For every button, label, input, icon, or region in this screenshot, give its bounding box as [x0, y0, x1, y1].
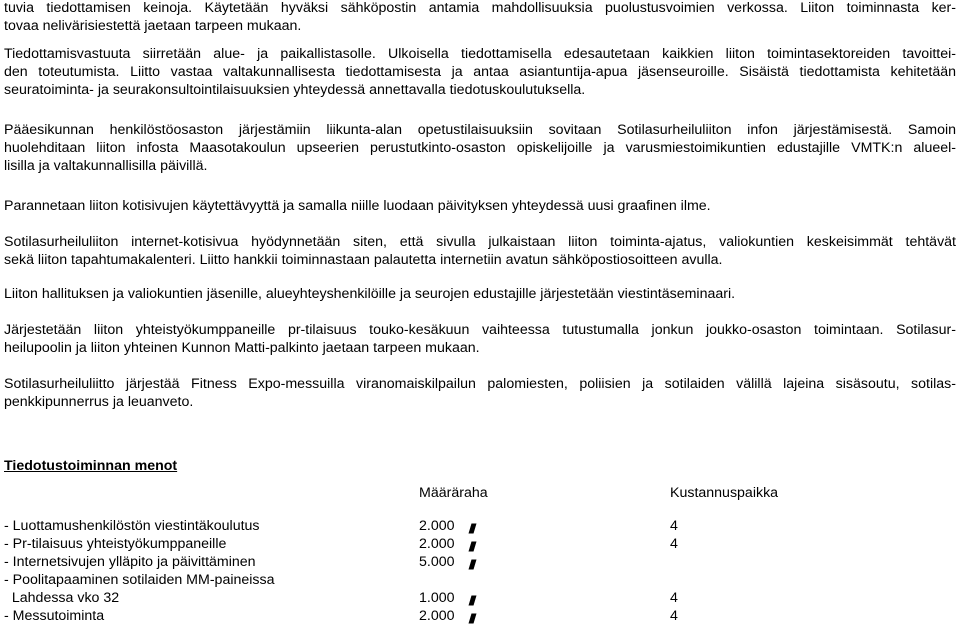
paragraph-line: den toteutumista. Liitto vastaa valtakunnallisesta tiedottamisesta ja antaa asiantuntija-apua jäsenseuroille. Sisäistä tiedottamista kehitetään: [4, 64, 956, 80]
expense-item: - Poolitapaaminen sotilaiden MM-paineissa: [4, 572, 275, 588]
paragraph-line: Tiedottamisvastuuta siirretään alue- ja paikallistasolle. Ulkoisella tiedottamisella edesautetaan kaikkien liiton toimintasektoreiden tavoittei-: [4, 46, 956, 62]
paragraph-line: Sotilasurheiluliitto järjestää Fitness Expo-messuilla viranomaiskilpailun palomiesten, poliisien ja sotilaiden välillä lajeina sisäsoutu, sotilas-: [4, 376, 956, 392]
paragraph: [4, 197, 956, 215]
expense-cost-center: 4: [670, 518, 678, 534]
expense-cost-center: 4: [670, 608, 678, 624]
expense-row: [4, 553, 956, 571]
section-heading: Tiedotustoiminnan menot: [4, 458, 178, 474]
paragraph-line: huolehditaan liiton infosta Maasotakoulun upseerien perustutkinto-osaston opiskelijoille ja varusmiestoimikuntien edustajille VMTK:n alueel-: [4, 140, 956, 156]
paragraph-line: Järjestetään liiton yhteistyökumppaneille pr-tilaisuus touko-kesäkuun vaihteessa tutustumalla jonkun joukko-osaston toimintaan. Sotilasur-: [4, 322, 956, 338]
paragraph-line: penkkipunnerrus ja leuanveto.: [4, 394, 194, 410]
expense-amount: 5.000: [419, 554, 455, 570]
paragraph-line: tovaa nelivärisiestettä jaetaan tarpeen mukaan.: [4, 18, 302, 34]
paragraph-line: Pääesikunnan henkilöstöosaston järjestämiin liikunta-alan opetustilaisuuksiin sovitaan Sotilasurheiluliiton infon järjestämisestä. Samoin: [4, 122, 956, 138]
expense-item: Lahdessa vko 32: [4, 590, 120, 606]
paragraph-line: Sotilasurheiluliiton internet-kotisivua hyödynnetään siten, että sivulla julkaistaan liiton toiminta-ajatus, valiokuntien keskeisimmät tehtävät: [4, 234, 956, 250]
expense-item: - Internetsivujen ylläpito ja päivittäminen: [4, 554, 256, 570]
paragraph: [4, 285, 956, 303]
expense-cost-center: 4: [670, 536, 678, 552]
expense-row: [4, 571, 956, 589]
paragraph: [4, 375, 956, 411]
paragraph: [4, 233, 956, 269]
expense-item: - Luottamushenkilöstön viestintäkoulutus: [4, 518, 260, 534]
currency-glyph-icon: [468, 539, 477, 549]
expense-row: [4, 607, 956, 625]
currency-glyph-icon: [468, 611, 477, 621]
expense-row: [4, 589, 956, 607]
expense-row: [4, 517, 956, 535]
expense-cost-center: 4: [670, 590, 678, 606]
paragraph-line: Liiton hallituksen ja valiokuntien jäsenille, alueyhteyshenkilöille ja seurojen edustajille järjestetään viestintäseminaari.: [4, 286, 736, 302]
paragraph: [4, 0, 956, 35]
paragraph-line: seuratoiminta- ja seurakonsultointilaisuuksien yhteydessä annettavalla tiedotuskoulutuksella.: [4, 82, 586, 98]
currency-glyph-icon: [468, 557, 477, 567]
paragraph: [4, 321, 956, 357]
paragraph: [4, 121, 956, 175]
expense-amount: 2.000: [419, 518, 455, 534]
paragraph-line: lisilla ja valtakunnallisilla päivillä.: [4, 158, 208, 174]
column-header-cost-center: Kustannuspaikka: [670, 485, 779, 501]
currency-glyph-icon: [468, 593, 477, 603]
expense-amount: 2.000: [419, 608, 455, 624]
expense-item: - Pr-tilaisuus yhteistyökumppaneille: [4, 536, 227, 552]
column-header-amount: Määräraha: [419, 485, 488, 501]
expense-row: [4, 535, 956, 553]
paragraph: [4, 45, 956, 99]
paragraph-line: heilupoolin ja liiton yhteinen Kunnon Matti-palkinto jaetaan tarpeen mukaan.: [4, 340, 480, 356]
paragraph-line: tuvia tiedottamisen keinoja. Käytetään hyväksi sähköpostin antamia mahdollisuuksia puolustusvoimien verkossa. Liiton toiminnasta ker-: [4, 0, 956, 16]
expense-item: - Messutoiminta: [4, 608, 105, 624]
currency-glyph-icon: [468, 521, 477, 531]
paragraph-line: sekä liiton tapahtumakalenteri. Liitto hankkii toiminnastaan palautetta internetiin avatun sähköpostiosoitteen avulla.: [4, 252, 723, 268]
expense-amount: 1.000: [419, 590, 455, 606]
expense-amount: 2.000: [419, 536, 455, 552]
paragraph-line: Parannetaan liiton kotisivujen käytettävyyttä ja samalla niille luodaan päivityksen yhteydessä uusi graafinen ilme.: [4, 198, 711, 214]
